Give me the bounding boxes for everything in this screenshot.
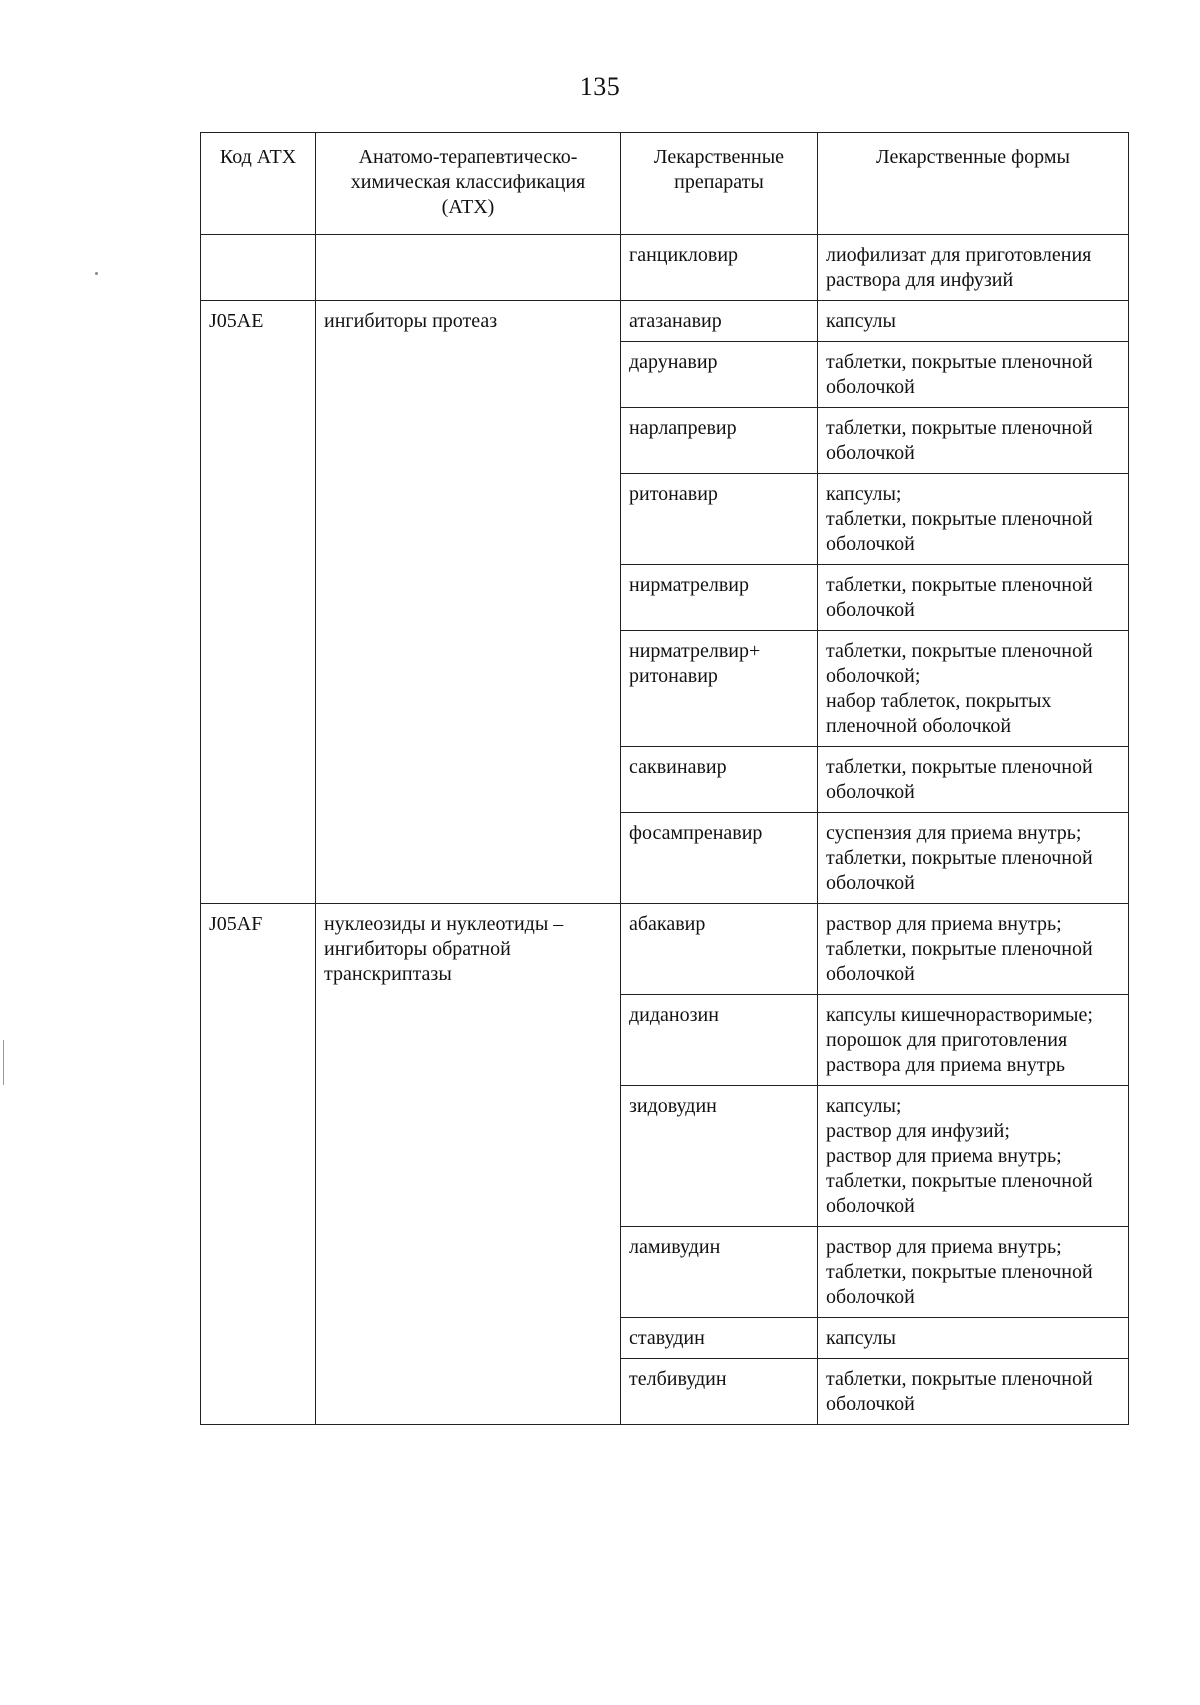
- dosage-forms-text: капсулы кишечнорастворимые; порошок для приготовления раствора для приема внутрь: [826, 1004, 1093, 1076]
- drug-name-cell: нирматрелвир+ ритонавир: [621, 631, 818, 747]
- dosage-forms-text: капсулы: [826, 1327, 896, 1349]
- table-row: [201, 904, 1129, 995]
- dosage-forms-text: таблетки, покрытые пленочной оболочкой: [826, 351, 1093, 398]
- drug-name-cell: диданозин: [621, 995, 818, 1086]
- drug-name-cell: телбивудин: [621, 1359, 818, 1425]
- dosage-forms-cell: [818, 235, 1129, 301]
- scan-speck: [95, 272, 98, 275]
- page-number: 135: [579, 72, 621, 101]
- header-classification: Анатомо-терапевтическо-химическая классификация (АТХ): [316, 133, 621, 235]
- dosage-forms-cell: [818, 408, 1129, 474]
- scan-edge-mark: [3, 1040, 4, 1085]
- dosage-forms-text: раствор для приема внутрь; таблетки, покрытые пленочной оболочкой: [826, 913, 1093, 985]
- drug-name-cell: нарлапревир: [621, 408, 818, 474]
- drug-name-cell: саквинавир: [621, 747, 818, 813]
- atx-code-cell: [201, 235, 316, 301]
- drug-name-cell: дарунавир: [621, 342, 818, 408]
- dosage-forms-cell: [818, 342, 1129, 408]
- dosage-forms-text: таблетки, покрытые пленочной оболочкой; набор таблеток, покрытых пленочной оболочкой: [826, 640, 1093, 737]
- dosage-forms-cell: [818, 904, 1129, 995]
- atx-classification-cell: ингибиторы протеаз: [316, 301, 621, 904]
- dosage-forms-text: капсулы; таблетки, покрытые пленочной оболочкой: [826, 483, 1093, 555]
- dosage-forms-cell: [818, 813, 1129, 904]
- header-forms: Лекарственные формы: [818, 133, 1129, 235]
- table-row: [201, 301, 1129, 342]
- dosage-forms-text: капсулы; раствор для инфузий; раствор для приема внутрь; таблетки, покрытые пленочной оболочкой: [826, 1095, 1093, 1217]
- dosage-forms-text: таблетки, покрытые пленочной оболочкой: [826, 1368, 1093, 1415]
- header-code: Код АТХ: [201, 133, 316, 235]
- drug-name-cell: ставудин: [621, 1318, 818, 1359]
- dosage-forms-cell: [818, 747, 1129, 813]
- drug-name-cell: абакавир: [621, 904, 818, 995]
- dosage-forms-cell: [818, 565, 1129, 631]
- drug-name-cell: зидовудин: [621, 1086, 818, 1227]
- dosage-forms-text: таблетки, покрытые пленочной оболочкой: [826, 756, 1093, 803]
- drug-name-cell: фосампренавир: [621, 813, 818, 904]
- dosage-forms-text: раствор для приема внутрь; таблетки, покрытые пленочной оболочкой: [826, 1236, 1093, 1308]
- atx-classification-cell: нуклеозиды и нуклеотиды – ингибиторы обратной транскриптазы: [316, 904, 621, 1425]
- dosage-forms-cell: [818, 1227, 1129, 1318]
- dosage-forms-cell: [818, 474, 1129, 565]
- atx-code-cell: J05AE: [201, 301, 316, 904]
- drug-name-cell: атазанавир: [621, 301, 818, 342]
- dosage-forms-cell: [818, 1086, 1129, 1227]
- dosage-forms-cell: [818, 995, 1129, 1086]
- table-header-row: [201, 133, 1129, 235]
- drug-name-cell: ритонавир: [621, 474, 818, 565]
- table-body: [201, 235, 1129, 1425]
- dosage-forms-cell: [818, 631, 1129, 747]
- drug-name-cell: ганцикловир: [621, 235, 818, 301]
- dosage-forms-text: капсулы: [826, 310, 896, 332]
- dosage-forms-cell: [818, 1318, 1129, 1359]
- dosage-forms-text: лиофилизат для приготовления раствора для инфузий: [826, 244, 1092, 291]
- atx-table: [200, 132, 1129, 1425]
- table-row: [201, 235, 1129, 301]
- drug-name-cell: нирматрелвир: [621, 565, 818, 631]
- atx-code-cell: J05AF: [201, 904, 316, 1425]
- drug-name-cell: ламивудин: [621, 1227, 818, 1318]
- atx-classification-cell: [316, 235, 621, 301]
- dosage-forms-cell: [818, 1359, 1129, 1425]
- dosage-forms-cell: [818, 301, 1129, 342]
- dosage-forms-text: таблетки, покрытые пленочной оболочкой: [826, 574, 1093, 621]
- header-drugs: Лекарственные препараты: [621, 133, 818, 235]
- dosage-forms-text: таблетки, покрытые пленочной оболочкой: [826, 417, 1093, 464]
- dosage-forms-text: суспензия для приема внутрь; таблетки, покрытые пленочной оболочкой: [826, 822, 1093, 894]
